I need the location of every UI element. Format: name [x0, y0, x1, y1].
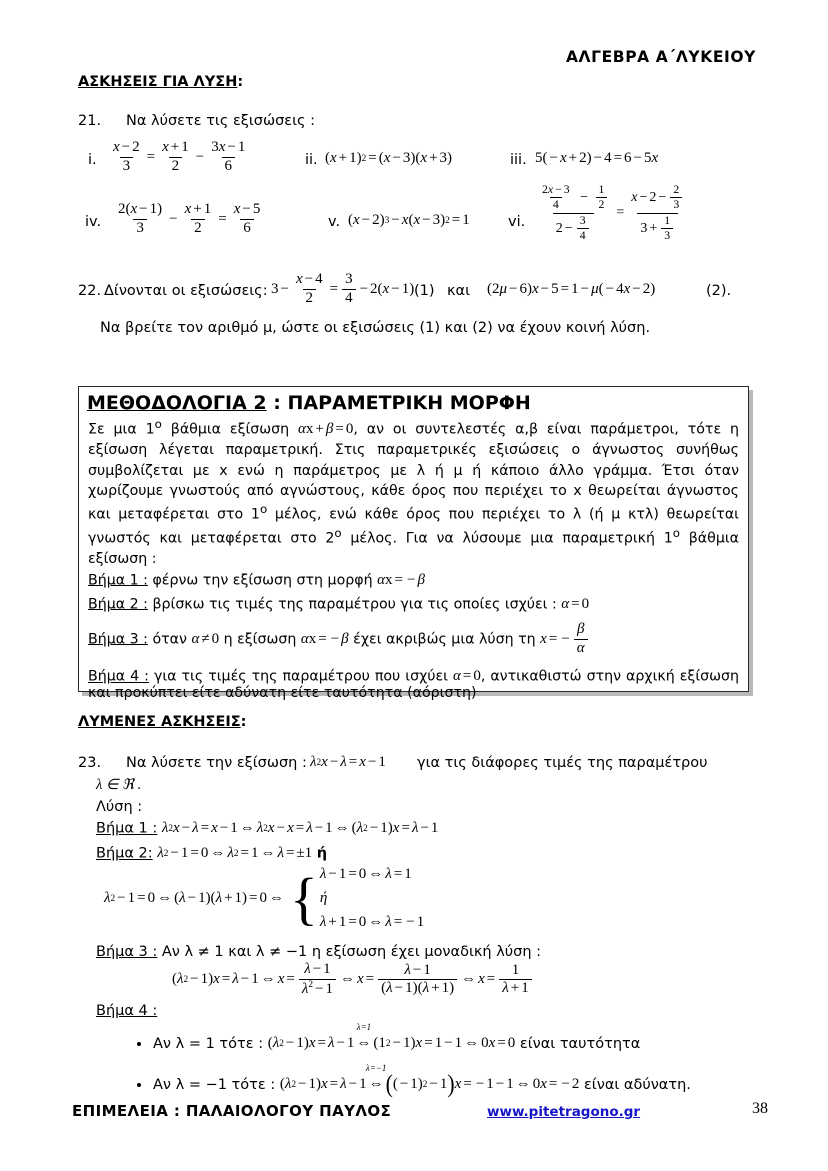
methodology-intro: Σε μια $1^o$ βάθμια εξίσωση α x + β = 0 , αν οι συντελεστές α,β είναι παράμετροι, τότε η εξίσωση λέγεται παραμετρική. Στις παραμετρικές εξισώσεις ο άγνωστος συνήθως συμβολίζεται με x ενώ η παράμετρος με λ ή μ ή κάποιο άλλο γράμμα. Έτσι όταν χωρίζουμε γνωστούς από αγνώστους, κάθε όρος που περιέχει το x θεωρείται άγνωστος και μεταφέρεται στο $1^o$ μέλος, ενώ κάθε όρος που περιέχει το λ (ή μ κτλ) θεωρείται γνωστός και μεταφέρεται στο $2^o$ μέλος. Για να λύσουμε μια παραμετρική $1^o$ βάθμια εξίσωση :: [88, 417, 740, 567]
methodology-intro-part2: βάθμια εξίσωση: [161, 421, 290, 438]
exercise-23-solution-label: Λύση :: [96, 799, 143, 815]
methodology-step-2-equation: α = 0: [561, 595, 590, 612]
methodology-step-3: [88, 622, 739, 657]
exercise-21-item-iii-label: iii.: [510, 152, 527, 168]
methodology-step-3-equation-3: x = − $\frac{\beta}{\alpha}$: [540, 622, 589, 657]
exercise-22-number: 22.: [78, 283, 102, 299]
exercise-21-number: 21.: [78, 113, 102, 129]
exercise-23-step-1-equation: λ 2 x − λ = x − 1 ⇔ λ 2 x − x = λ − 1 ⇔ ( λ 2 − 1) x = λ − 1: [161, 820, 439, 836]
exercise-23-prompt-post: για τις διάφορες τιμές της παραμέτρου: [417, 755, 708, 771]
methodology-step-1: [88, 572, 739, 589]
methodology-step-2-label: Βήμα 2 :: [88, 596, 148, 613]
methodology-step-3-text-3: έχει ακριβώς μια λύση τη: [353, 631, 536, 648]
exercise-23-step-2-equation: λ 2 − 1 = 0 ⇔ λ 2 = 1 ⇔ λ = ±1: [157, 845, 313, 861]
methodology-intro-part5: μέλος. Για να λύσουμε μια παραμετρική 1: [341, 530, 673, 547]
exercise-23-brace-rows: [320, 866, 424, 931]
methodology-step-3-text-2: η εξίσωση: [223, 631, 297, 648]
exercise-21-item-iv-equation: $\frac{2(x - 1)}{3}$ − $\frac{x + 1}{2}$ = $\frac{x - 5}{6}$: [118, 201, 261, 236]
brace-icon: {: [290, 865, 318, 931]
exercise-22-question: Να βρείτε τον αριθμό μ, ώστε οι εξισώσεις (1) και (2) να έχουν κοινή λύση.: [100, 320, 651, 336]
methodology-intro-equation: α x + β = 0: [298, 421, 354, 438]
methodology-title-rest: : ΠΑΡΑΜΕΤΡΙΚΗ ΜΟΡΦΗ: [273, 392, 531, 414]
footer-credit: ΕΠΙΜΕΛΕΙΑ : ΠΑΛΑΙΟΛΟΓΟΥ ΠΑΥΛΟΣ: [72, 1102, 392, 1120]
exercise-23-bullet-2: [137, 1063, 691, 1098]
exercise-21-item-v-equation: ( x − 2) 3 − x ( x − 3) 2 = 1: [348, 212, 470, 229]
methodology-step-3-equation-2: α x = − β: [300, 630, 349, 647]
section-heading-exercises-label: ΑΣΚΗΣΕΙΣ ΓΙΑ ΛΥΣΗ: [78, 74, 238, 90]
methodology-title-underlined: ΜΕΘΟΔΟΛΟΓΙΑ 2: [87, 392, 267, 414]
methodology-step-4-text-1: για τις τιμές της παραμέτρου που ισχύει: [153, 668, 448, 685]
exercise-22-equation-2: (2 μ − 6) x − 5 = 1 − μ ( − 4 x − 2): [487, 281, 656, 298]
methodology-intro-part6: βάθμια εξίσωση :: [88, 530, 739, 567]
bullet-icon: [137, 1042, 141, 1046]
exercise-22-lead: Δίνονται οι εξισώσεις:: [104, 283, 268, 299]
exercise-23-domain: λ ∈ ℜ .: [96, 777, 142, 793]
exercise-23-brace-row-3: λ + 1 = 0 ⇔ λ = − 1: [319, 914, 425, 930]
exercise-21-item-ii-label: ii.: [305, 152, 318, 168]
methodology-step-1-text: φέρνω την εξίσωση στη μορφή: [152, 572, 373, 589]
section-heading-exercises: [78, 74, 243, 90]
exercise-21-item-ii-equation: ( x + 1) 2 = ( x − 3)( x + 3): [325, 150, 453, 167]
exercise-21-item-iv-label: iv.: [85, 214, 102, 230]
methodology-step-2-text: βρίσκω τις τιμές της παραμέτρου για τις οποίες ισχύει :: [152, 596, 557, 613]
exercise-23-step-2-or: ή: [316, 845, 328, 862]
exercise-21-item-i-label: i.: [88, 152, 97, 168]
methodology-step-4-equation: α = 0: [452, 668, 481, 685]
exercise-23-step-3: [96, 944, 541, 960]
methodology-step-3-equation-1: α ≠ 0: [191, 630, 220, 647]
methodology-box: [78, 386, 749, 702]
exercise-23-bullet-2-post: είναι αδύνατη.: [583, 1076, 691, 1093]
methodology-step-4-text-2: , αντικαθιστώ στην αρχική εξίσωση και προκύπτει είτε αδύνατη είτε ταυτότητα (αόριστη): [88, 668, 739, 702]
exercise-23-number: 23.: [78, 755, 102, 771]
document-header-title: ΑΛΓΕΒΡΑ Α΄ΛΥΚΕΙΟΥ: [565, 48, 756, 66]
section-heading-exercises-colon: :: [237, 74, 244, 90]
footer-website-link[interactable]: www.pitetragono.gr: [487, 1104, 641, 1120]
methodology-step-3-text-1: όταν: [152, 631, 187, 648]
exercise-22-eq2-tag: (2).: [706, 283, 732, 299]
exercise-23-bullet-1: [137, 1022, 641, 1052]
bullet-icon: [137, 1083, 141, 1087]
methodology-step-1-equation: α x = − β: [377, 571, 425, 588]
exercise-23-bullet-2-pre: Αν λ = −1 τότε :: [153, 1076, 276, 1093]
methodology-intro-part3: , αν οι συντελεστές α,β είναι παράμετροι, τότε η εξίσωση λέγεται παραμετρική. Στις παραμετρικές εξισώσεις ο άγνωστος συνήθως συμβολίζεται με x ενώ η παράμετρος με λ ή μ ή κάποιο άλλο γράμμα. Έτσι όταν χωρίζουμε γνωστούς από αγνώστους, κάθε όρος που περιέχει το x θεωρείται άγνωστος και μεταφέρεται στο 1: [88, 421, 740, 523]
exercise-23-bullet-1-pre: Αν λ = 1 τότε :: [153, 1035, 264, 1052]
exercise-23-bullet-1-post: είναι ταυτότητα: [519, 1035, 641, 1052]
methodology-step-2: [88, 596, 739, 613]
exercise-23-equation: λ 2 x − λ = x − 1: [310, 754, 386, 771]
methodology-intro-part4: μέλος, ενώ κάθε όρος που περιέχει το λ (ή μ κτλ) θεωρείται γνωστός και μεταφέρεται στο 2: [88, 506, 739, 547]
exercise-23-step-3-label: Βήμα 3 :: [96, 944, 158, 960]
exercise-23-step-1: [96, 820, 438, 837]
exercise-21-item-vi-equation: $\frac{2x - 3}{4}$ − $\frac{1}{2}$ 2 − $\frac{3}{4}$ = x − 2 − $\frac{2}{3}$ 3 + $\frac{1}{3}$: [532, 184, 689, 242]
exercise-23-bullet-1-overlabel: λ=1: [356, 1022, 372, 1032]
section-heading-solved-label: ΛΥΜΕΝΕΣ ΑΣΚΗΣΕΙΣ: [78, 714, 241, 730]
methodology-step-3-label: Βήμα 3 :: [88, 631, 148, 648]
exercise-21-item-vi-label: vi.: [508, 214, 526, 230]
exercise-23-brace-row-2: ή: [319, 890, 328, 906]
exercise-23-brace-row-1: λ − 1 = 0 ⇔ λ = 1: [319, 866, 412, 882]
exercise-23-bullet-2-overlabel: λ=−1: [365, 1063, 387, 1073]
exercise-23-step-2: [96, 845, 327, 862]
methodology-step-4-label: Βήμα 4 :: [88, 668, 149, 685]
exercise-21-item-v-label: v.: [328, 214, 341, 230]
exercise-21-prompt: Να λύσετε τις εξισώσεις :: [126, 113, 316, 129]
section-heading-solved-colon: :: [240, 714, 247, 730]
exercise-23-step-2-label: Βήμα 2:: [96, 845, 153, 862]
exercise-23-bullet-2-equation: ( λ 2 − 1) x = λ − 1 λ=−1 ⇔ ( ( − 1) 2 − 1 ) x = − 1 − 1 ⇔ 0 x = − 2: [279, 1063, 580, 1098]
exercise-23-brace-lead: λ 2 − 1 = 0 ⇔ ( λ − 1)( λ + 1) = 0 ⇔: [104, 890, 284, 906]
methodology-step-1-label: Βήμα 1 :: [88, 572, 148, 589]
exercise-23-brace-group: [104, 866, 424, 931]
exercise-23-step-4: [96, 1003, 157, 1019]
exercise-23-prompt-pre: Να λύσετε την εξίσωση :: [126, 755, 307, 771]
exercise-22-equation-1: 3 − $\frac{x - 4}{2}$ = $\frac{3}{4}$ − 2( x − 1): [271, 271, 415, 306]
exercise-23-bullet-1-equation: ( λ 2 − 1) x = λ − 1 λ=1 ⇔ (1 2 − 1) x = 1 − 1 ⇔ 0 x = 0: [267, 1022, 516, 1051]
exercise-23-step-4-label: Βήμα 4 :: [96, 1003, 158, 1019]
exercise-21-item-iii-equation: 5( − x + 2) − 4 = 6 − 5 x: [535, 150, 659, 167]
exercise-22-eq1-tag: (1): [414, 283, 435, 299]
methodology-intro-part1: Σε μια 1: [88, 421, 155, 438]
methodology-step-4: [88, 668, 739, 701]
exercise-23-step-3-equation: ( λ 2 − 1) x = λ − 1 ⇔ x = $\frac{\lambda - 1}{\lambda^2 - 1}$ ⇔ x = $\frac{\lambda - 1}{(\lambda - 1)(\lambda + 1)}$ ⇔ x = $\frac{1}{\lambda + 1}$: [172, 962, 534, 998]
exercise-23-step-1-label: Βήμα 1 :: [96, 820, 158, 837]
exercise-22-conjunction: και: [447, 283, 471, 299]
section-heading-solved: [78, 714, 246, 730]
methodology-intro-sup: ο: [154, 417, 162, 431]
footer-page-number: 38: [752, 1100, 768, 1117]
methodology-title: [87, 392, 748, 414]
exercise-21-item-i-equation: $\frac{x - 2}{3}$ = $\frac{x + 1}{2}$ − $\frac{3x - 1}{6}$: [113, 139, 246, 174]
exercise-23-step-3-text: Αν λ ≠ 1 και λ ≠ −1 η εξίσωση έχει μοναδική λύση :: [161, 944, 542, 960]
